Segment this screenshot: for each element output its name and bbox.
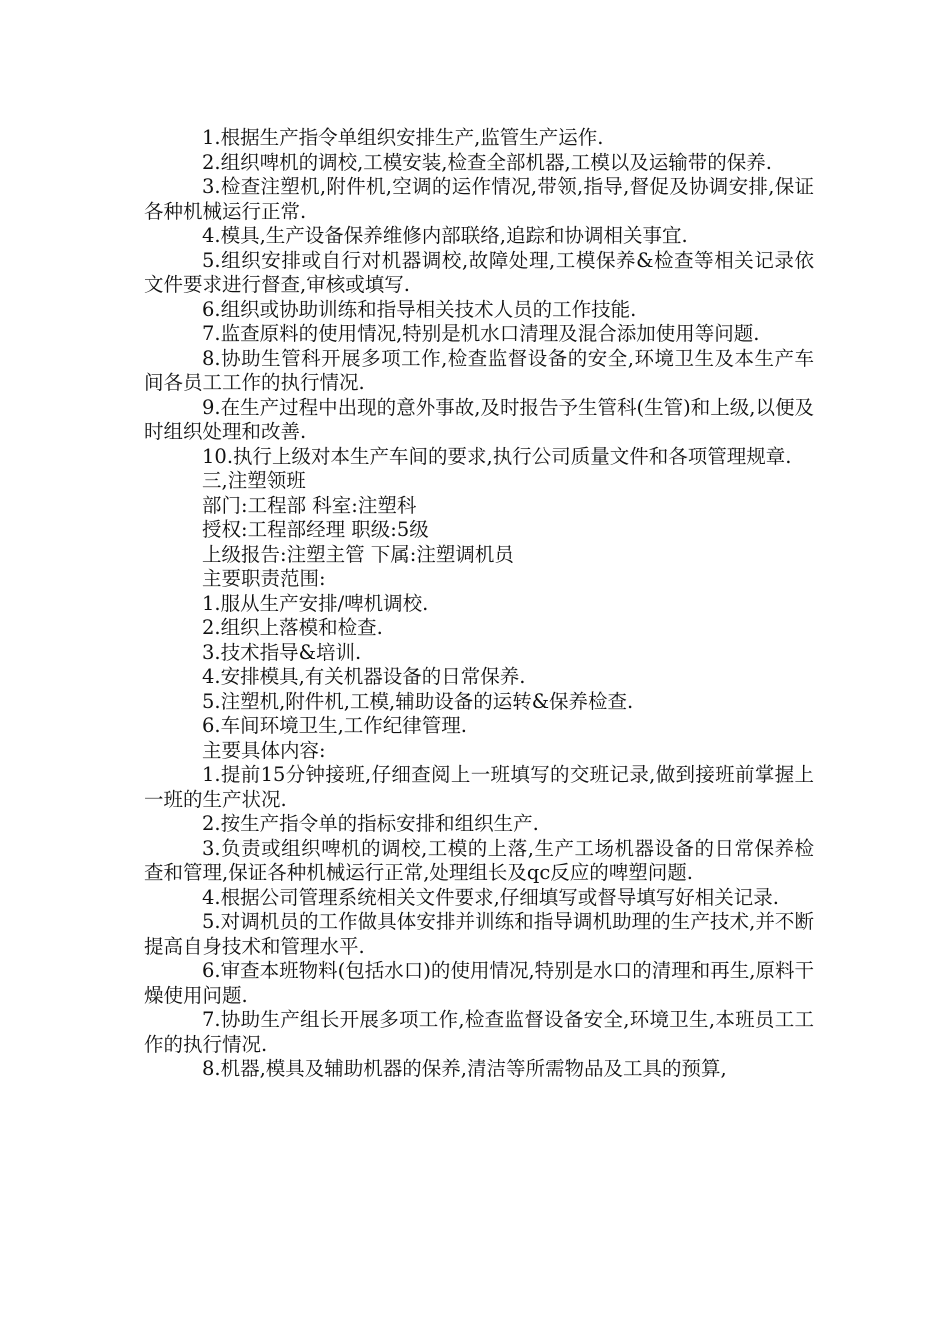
- paragraph: 6.审查本班物料(包括水口)的使用情况,特别是水口的清理和再生,原料干燥使用问题.: [144, 959, 814, 1007]
- paragraph: 8.协助生管科开展多项工作,检查监督设备的安全,环境卫生及本生产车间各员工工作的执行情况.: [144, 346, 814, 394]
- paragraph: 7.监查原料的使用情况,特别是机水口清理及混合添加使用等问题.: [202, 322, 760, 345]
- paragraph: 3.检查注塑机,附件机,空调的运作情况,带领,指导,督促及协调安排,保证各种机械运行正常.: [144, 175, 814, 223]
- paragraph: 6.组织或协助训练和指导相关技术人员的工作技能.: [202, 297, 637, 321]
- subheading-details: 主要具体内容:: [202, 738, 326, 762]
- paragraph: 3.技术指导&培训.: [202, 640, 362, 664]
- subheading-responsibilities: 主要职责范围:: [202, 567, 326, 590]
- paragraph: 5.组织安排或自行对机器调校,故障处理,工模保养&检查等相关记录依文件要求进行督查,审核或填写.: [144, 248, 814, 296]
- paragraph: 6.车间环境卫生,工作纪律管理.: [202, 714, 468, 737]
- paragraph: 2.组织啤机的调校,工模安装,检查全部机器,工模以及运输带的保养.: [202, 150, 772, 174]
- section-heading: 三,注塑领班: [202, 469, 306, 492]
- authority-line: 授权:工程部经理 职级:5级: [202, 518, 429, 541]
- paragraph: 8.机器,模具及辅助机器的保养,清洁等所需物品及工具的预算,: [202, 1057, 727, 1080]
- reporting-line: 上级报告:注塑主管 下属:注塑调机员: [202, 542, 514, 566]
- paragraph: 5.注塑机,附件机,工模,辅助设备的运转&保养检查.: [202, 689, 634, 713]
- paragraph: 4.根据公司管理系统相关文件要求,仔细填写或督导填写好相关记录.: [202, 885, 780, 909]
- department-line: 部门:工程部 科室:注塑科: [202, 493, 417, 517]
- document-body: [144, 126, 814, 1082]
- paragraph: 4.模具,生产设备保养维修内部联络,追踪和协调相关事宜.: [202, 224, 688, 247]
- paragraph: 1.服从生产安排/啤机调校.: [202, 591, 429, 615]
- paragraph: 5.对调机员的工作做具体安排并训练和指导调机助理的生产技术,并不断提高自身技术和管理水平.: [144, 910, 814, 958]
- paragraph: 3.负责或组织啤机的调校,工模的上落,生产工场机器设备的日常保养检查和管理,保证各种机械运行正常,处理组长及qc反应的啤塑问题.: [144, 836, 814, 884]
- paragraph: 7.协助生产组长开展多项工作,检查监督设备安全,环境卫生,本班员工工作的执行情况.: [144, 1008, 814, 1056]
- paragraph: 4.安排模具,有关机器设备的日常保养.: [202, 665, 526, 688]
- paragraph: 2.组织上落模和检查.: [202, 616, 383, 639]
- paragraph: 1.根据生产指令单组织安排生产,监管生产运作.: [202, 126, 604, 149]
- paragraph: 2.按生产指令单的指标安排和组织生产.: [202, 812, 539, 835]
- paragraph: 9.在生产过程中出现的意外事故,及时报告予生管科(生管)和上级,以便及时组织处理和改善.: [144, 395, 814, 443]
- paragraph: 10.执行上级对本生产车间的要求,执行公司质量文件和各项管理规章.: [202, 444, 792, 468]
- paragraph: 1.提前15分钟接班,仔细查阅上一班填写的交班记录,做到接班前掌握上一班的生产状况.: [144, 763, 814, 811]
